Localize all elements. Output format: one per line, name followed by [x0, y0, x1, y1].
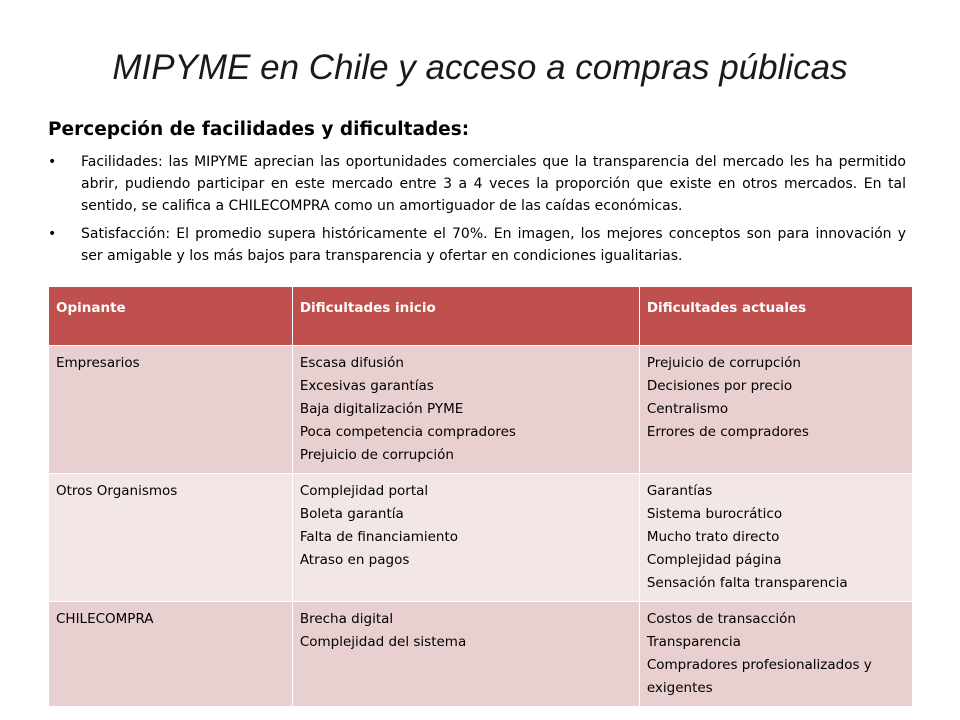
cell-line: Transparencia [646, 634, 741, 650]
cell-line: Complejidad del sistema [299, 634, 467, 650]
cell-line: Complejidad portal [299, 483, 429, 499]
cell-line: Prejuicio de corrupción [646, 355, 801, 371]
cell-line: Compradores profesionalizados y exigentes [646, 657, 872, 696]
cell-actuales [639, 474, 912, 602]
table-body [49, 346, 913, 707]
bullet-item [48, 151, 906, 217]
cell-line: Boleta garantía [299, 506, 404, 522]
bullet-list [48, 151, 906, 273]
cell-line: Sistema burocrático [646, 506, 783, 522]
cell-line: Decisiones por precio [646, 378, 793, 394]
cell-line: Escasa difusión [299, 355, 404, 371]
slide-title: MIPYME en Chile y acceso a compras públicas [112, 48, 848, 87]
cell-line: Baja digitalización PYME [299, 401, 464, 417]
table-row [49, 474, 913, 602]
header-dificultades-actuales: Dificultades actuales [639, 287, 912, 346]
bullet-item [48, 223, 906, 267]
section-subtitle: Percepción de facilidades y dificultades: [48, 119, 470, 140]
table-row [49, 346, 913, 474]
bullet-icon: • [48, 226, 57, 242]
table-row [49, 602, 913, 707]
cell-line: Centralismo [646, 401, 729, 417]
bullet-text: Satisfacción: El promedio supera históricamente el 70%. En imagen, los mejores conceptos son para innovación y ser amigable y los más bajos para transparencia y ofertar en condiciones igualitarias. [81, 226, 906, 264]
cell-line: Falta de financiamiento [299, 529, 459, 545]
cell-line: Prejuicio de corrupción [299, 447, 454, 463]
header-dificultades-inicio: Dificultades inicio [292, 287, 639, 346]
bullet-text: Facilidades: las MIPYME aprecian las oportunidades comerciales que la transparencia del mercado les ha permitido abrir, pudiendo participar en este mercado entre 3 a 4 veces la proporción que existe en otros mercados. En tal sentido, se califica a CHILECOMPRA como un amortiguador de las caídas económicas. [81, 154, 906, 214]
cell-line: Costos de transacción [646, 611, 796, 627]
difficulties-table [48, 286, 913, 707]
cell-line: Complejidad página [646, 552, 782, 568]
cell-opinante: Otros Organismos [49, 474, 293, 602]
cell-line: Mucho trato directo [646, 529, 780, 545]
cell-line: Excesivas garantías [299, 378, 434, 394]
cell-opinante: CHILECOMPRA [49, 602, 293, 707]
cell-inicio [292, 474, 639, 602]
cell-line: Errores de compradores [646, 424, 809, 440]
cell-line: Poca competencia compradores [299, 424, 516, 440]
cell-line: Brecha digital [299, 611, 394, 627]
cell-inicio [292, 346, 639, 474]
bullet-icon: • [48, 154, 57, 170]
cell-line: Atraso en pagos [299, 552, 410, 568]
cell-line: Sensación falta transparencia [646, 575, 848, 591]
cell-opinante: Empresarios [49, 346, 293, 474]
header-opinante: Opinante [49, 287, 293, 346]
cell-line: Garantías [646, 483, 713, 499]
table-header-row [49, 287, 913, 346]
cell-actuales [639, 346, 912, 474]
cell-actuales [639, 602, 912, 707]
cell-inicio [292, 602, 639, 707]
